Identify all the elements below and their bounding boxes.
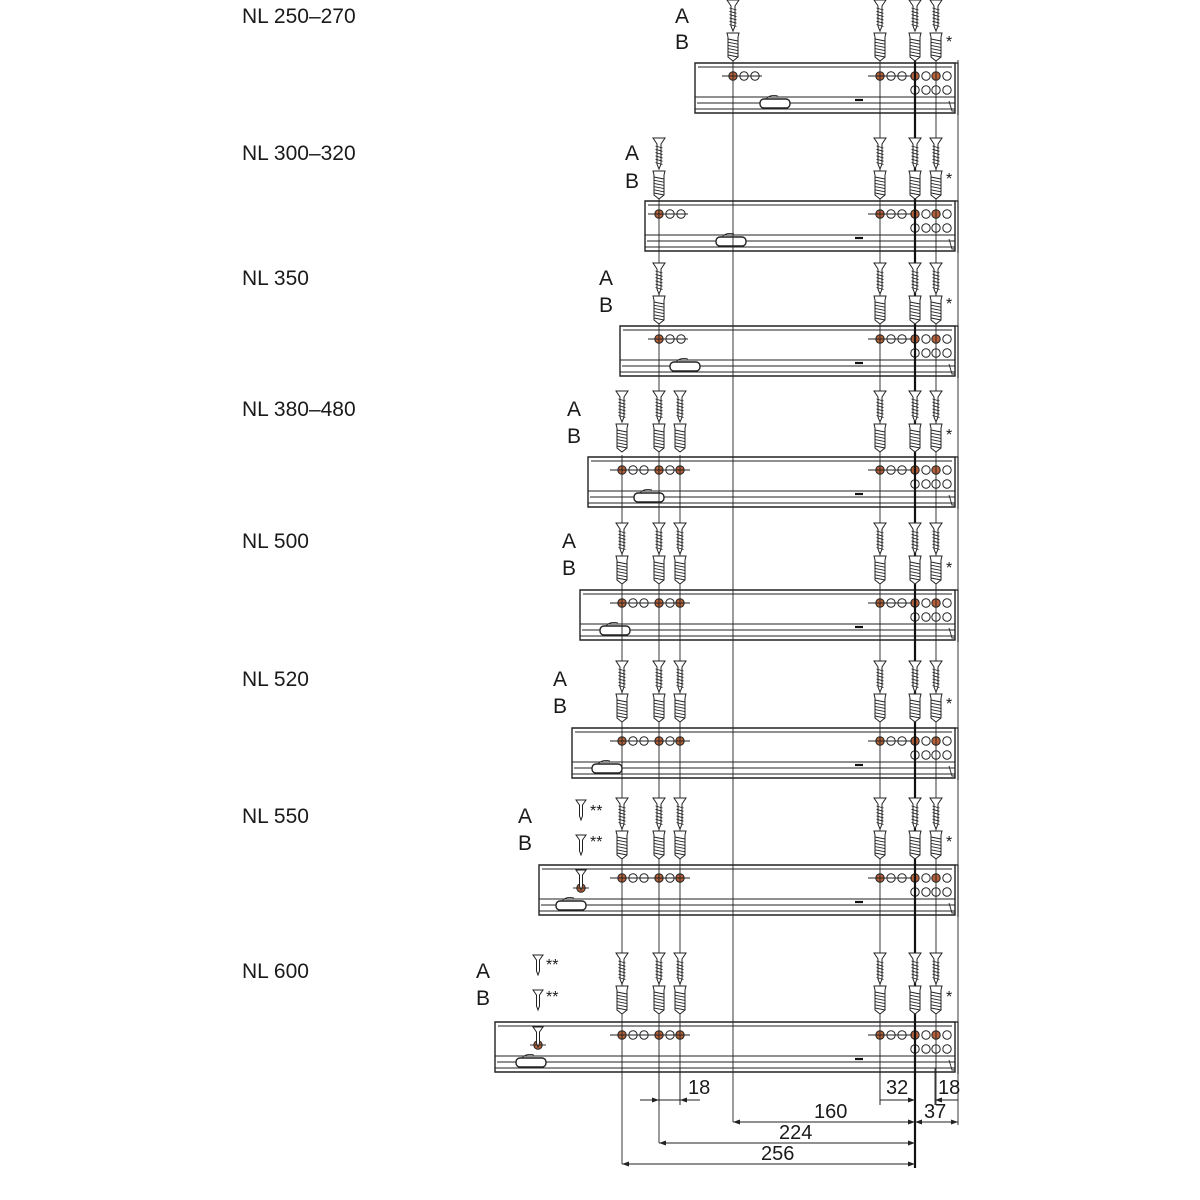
row-label-nl-350: NL 350 [242,267,309,290]
row-label-nl-520: NL 520 [242,668,309,691]
row-6-a-label: A [553,668,568,691]
rail-clip [670,362,700,371]
open-hole [922,874,930,882]
open-hole [922,613,930,621]
row-7-double-star-b: ** [590,834,603,851]
open-hole [943,224,951,232]
rail-clip [516,1058,546,1067]
dim-arrow [659,1141,666,1146]
open-hole [922,1045,930,1053]
open-hole [943,751,951,759]
open-hole [943,874,951,882]
row-5-star: * [946,560,953,577]
small-screw-icon [576,800,586,820]
row-2-star: * [946,171,953,188]
dim-label-160: 160 [814,1101,848,1123]
dim-arrow [951,1120,958,1125]
row-1-star: * [946,34,953,51]
row-5-b-label: B [562,557,577,580]
row-3-star: * [946,296,953,313]
row-8-double-star-a: ** [546,957,559,974]
row-label-nl-500: NL 500 [242,530,309,553]
open-hole [922,86,930,94]
open-hole [943,466,951,474]
row-8-star: * [946,989,953,1006]
row-3-b-label: B [599,294,614,317]
dim-arrow [733,1120,740,1125]
row-2-b-label: B [625,170,640,193]
drawer-runner-rail [539,865,955,915]
row-8-a-label: A [476,960,491,983]
rail-clip [760,99,790,108]
row-8-b-label: B [476,987,491,1010]
open-hole [922,888,930,896]
dim-label-224: 224 [779,1122,813,1144]
row-label-nl-250-270: NL 250–270 [242,5,356,28]
open-hole [943,335,951,343]
drawer-runner-rail [645,201,955,251]
row-1-b-label: B [675,31,690,54]
open-hole [922,466,930,474]
dim-label-18-right: 18 [938,1077,961,1099]
small-screw-icon [533,990,543,1010]
open-hole [943,72,951,80]
open-hole [943,210,951,218]
rail-clip [634,493,664,502]
rail-clip [716,237,746,246]
open-hole [922,72,930,80]
drawer-runner-rail [572,728,955,778]
dim-arrow [680,1098,687,1103]
open-hole [943,737,951,745]
dim-arrow [622,1162,629,1167]
open-hole [922,480,930,488]
open-hole [922,737,930,745]
row-2-a-label: A [625,142,640,165]
row-7-star: * [946,834,953,851]
row-label-nl-550: NL 550 [242,805,309,828]
row-1-a-label: A [675,5,690,28]
rail-clip [600,626,630,635]
open-hole [943,599,951,607]
open-hole [922,335,930,343]
open-hole [943,1045,951,1053]
open-hole [943,613,951,621]
row-6-b-label: B [553,695,568,718]
open-hole [943,888,951,896]
dim-label-18-left: 18 [688,1077,711,1099]
row-7-double-star-a: ** [590,803,603,820]
row-3-a-label: A [599,267,614,290]
dim-label-37: 37 [924,1101,947,1123]
row-label-nl-600: NL 600 [242,960,309,983]
open-hole [943,480,951,488]
row-5-a-label: A [562,530,577,553]
rail-clip [592,764,622,773]
open-hole [943,349,951,357]
dim-arrow [652,1098,659,1103]
row-4-b-label: B [567,425,582,448]
open-hole [922,751,930,759]
drawer-runner-rail [495,1022,955,1072]
open-hole [922,224,930,232]
row-7-a-label: A [518,805,533,828]
dim-label-256: 256 [761,1143,795,1165]
open-hole [922,210,930,218]
small-screw-icon [576,835,586,855]
row-4-star: * [946,427,953,444]
drawer-runner-rail [580,590,955,640]
dimension-lines [622,1068,960,1167]
row-label-nl-300-320: NL 300–320 [242,142,356,165]
rail-clip [556,901,586,910]
row-7-b-label: B [518,832,533,855]
row-6-star: * [946,696,953,713]
row-8-double-star-b: ** [546,989,559,1006]
open-hole [943,86,951,94]
row-label-nl-380-480: NL 380–480 [242,398,356,421]
open-hole [922,1031,930,1039]
dim-label-32: 32 [886,1077,909,1099]
open-hole [922,599,930,607]
open-hole [922,349,930,357]
open-hole [943,1031,951,1039]
small-screw-icon [533,955,543,975]
row-4-a-label: A [567,398,582,421]
